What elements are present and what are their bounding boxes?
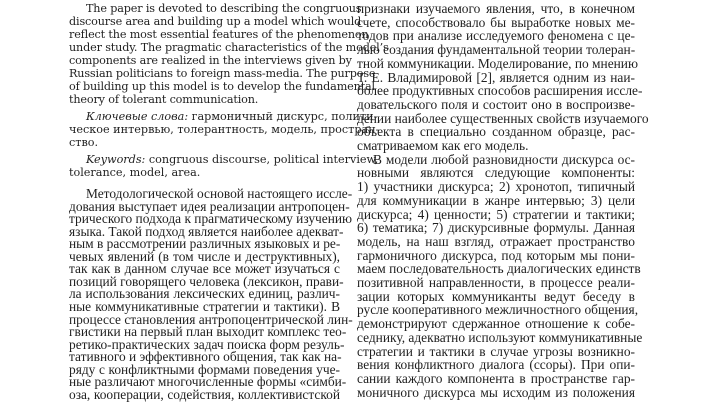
body-line: вения конфликтного диалога (ссоры). При опи-: [357, 357, 635, 373]
body-line: новными являются следующие компоненты:: [357, 165, 635, 181]
abstract-line: discourse area and building up a model which would: [69, 15, 362, 28]
body-line: ретико-практических задач поиска форм резуль-: [69, 336, 345, 352]
body-line: тативного и эффективного общения, так как на-: [69, 349, 342, 365]
abstract-line: reflect the most essential features of the phenomenon: [69, 28, 369, 41]
body-line: ла использования лексических единиц, различ-: [69, 286, 340, 302]
body-line: так как в данном случае все может изучаться с: [69, 261, 340, 277]
abstract-line: of building up this model is to develop the fundamental: [69, 80, 375, 93]
body-line: ряду с конфликтными формами поведения уче-: [69, 361, 340, 377]
keywords-ru-label: Ключевые слова:: [86, 110, 189, 123]
body-line: языка. Такой подход является наиболее адекват-: [69, 223, 344, 239]
body-line: гвистики на первый план выходит комплекс тео-: [69, 324, 347, 340]
keywords-en-text: congruous discourse, political interview,: [145, 153, 379, 166]
body-line: сании каждого компонента в пространстве гар-: [357, 370, 635, 386]
body-line: 6) тематика; 7) дискурсивные формулы. Данная: [357, 220, 635, 236]
body-line: седнику, адекватно используют коммуникативные: [357, 329, 643, 345]
body-line: В модели любой разновидности дискурса ос-: [373, 151, 635, 167]
body-line: трического подхода к прагматическому изучению: [69, 211, 353, 227]
body-line: признаки изучаемого явления, что, в конечном: [357, 1, 635, 16]
body-line: зации которых коммуниканты ведут беседу в: [357, 288, 635, 304]
keywords-ru-line: ство.: [69, 136, 99, 149]
keywords-en-label: Keywords:: [86, 153, 146, 166]
body-line: довательского поля и состоит оно в воспроизве-: [357, 96, 635, 112]
abstract-line: under study. The pragmatic characteristics of the model’s: [69, 41, 389, 54]
abstract-line: components are realized in the interviews given by: [69, 54, 352, 67]
body-line: более продуктивных способов расширения иссле-: [357, 83, 643, 99]
abstract-line: Russian politicians to foreign mass-media. The purpose: [69, 67, 376, 80]
body-line: демонстрируют сдержанное отношение к собе-: [357, 316, 635, 332]
body-line: дении наиболее существенных свойств изучаемого: [357, 110, 649, 126]
body-line: дискурса; 4) ценности; 5) стратегии и тактики;: [357, 206, 635, 222]
body-line: тодов при анализе исследуемого феномена с це-: [357, 28, 635, 44]
body-line: гармоничного дискурса, под которым мы пони-: [357, 247, 635, 263]
body-line: модель, на наш взгляд, отражает пространство: [357, 233, 635, 249]
body-line: процессе становления антропоцентрической лин-: [69, 311, 353, 327]
keywords-ru-line: [86, 110, 378, 123]
body-line: ные различают многочисленные формы «симби-: [69, 374, 347, 390]
body-line: ным в рассмотрении различных языковых и ре-: [69, 236, 341, 252]
body-line: дования выступает идея реализации антропоцен-: [69, 198, 350, 214]
body-line: для коммуникации в жанре интервью; 3) цели: [357, 192, 635, 208]
abstract-line: The paper is devoted to describing the congruous: [86, 2, 362, 15]
body-line: чевых явлений (в том числе и деструктивных),: [69, 248, 340, 264]
keywords-ru-text: гармоничный дискурс, полити-: [188, 110, 378, 123]
body-line: моничного дискурса мы исходим из положения: [357, 384, 635, 400]
body-line: Методологической основой настоящего иссле-: [86, 186, 353, 201]
body-line: позиций говорящего человека (лексикон, прави-: [69, 273, 344, 289]
body-line: стратегии и тактики в случае угрозы возникно-: [357, 343, 635, 359]
keywords-en-line: [86, 153, 379, 166]
body-line: ные коммуникативные стратегии и тактики). В: [69, 298, 340, 314]
keywords-ru-line: ческое интервью, толерантность, модель, простран-: [69, 123, 380, 136]
body-line: Т. Е. Владимировой [2], является одним из наи-: [357, 69, 635, 85]
body-line: тной коммуникации. Моделирование, по мнению: [357, 55, 638, 71]
abstract-line: theory of tolerant communication.: [69, 93, 259, 106]
body-line: 1) участники дискурса; 2) хронотоп, типичный: [357, 179, 635, 195]
body-line: объекта в специально созданном образце, рас-: [357, 124, 635, 140]
body-line: лью создания фундаментальной теории толеран-: [357, 42, 636, 58]
body-line: сматриваемом как его модель.: [357, 138, 529, 153]
body-line: оза, кооперации, содействия, коллективистской: [69, 386, 340, 402]
body-line: позитивной направленности, в процессе реали-: [357, 275, 635, 290]
body-line: русле кооперативного межличностного общения,: [357, 302, 639, 318]
body-line: маем последовательность диалогических единств: [357, 261, 641, 277]
body-line: счете, способствовало бы выработке новых ме-: [357, 14, 635, 30]
keywords-en-line: tolerance, model, area.: [69, 166, 201, 179]
